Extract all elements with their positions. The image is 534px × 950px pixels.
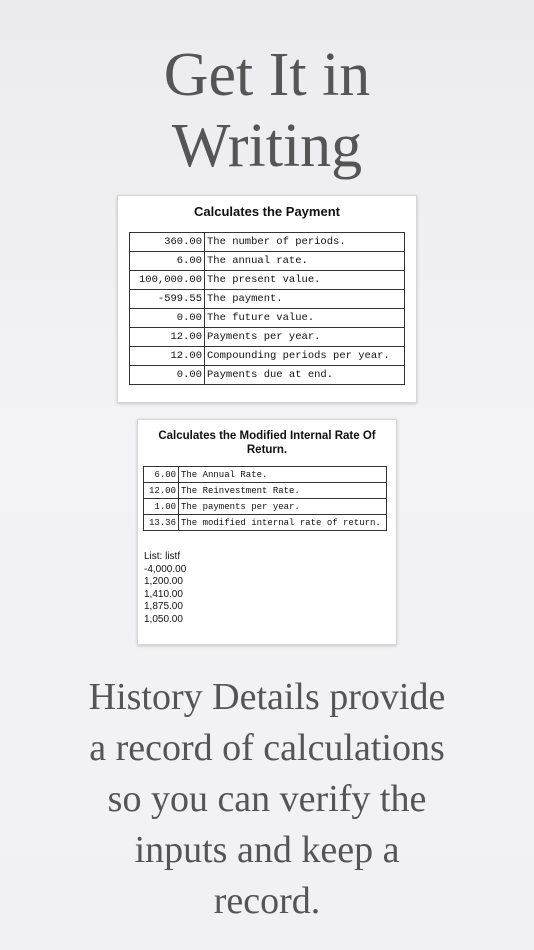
row-value: -599.55 [130,290,205,309]
row-value: 6.00 [130,252,205,271]
headline-line-1: Get It in [163,41,371,109]
table-row [144,515,387,531]
table-row [130,347,405,366]
row-label: The payment. [205,290,405,309]
row-label: The payments per year. [179,499,387,515]
row-label: Compounding periods per year. [205,347,405,366]
row-label: Payments per year. [205,328,405,347]
row-label: The future value. [205,309,405,328]
cash-flow-list [144,551,396,626]
row-value: 0.00 [130,309,205,328]
list-item: -4,000.00 [144,563,187,575]
list-item: 1,410.00 [144,588,183,600]
table-row [130,233,405,252]
table-row [144,467,387,483]
headline-line-2: Writing [171,112,363,180]
list-item: 1,200.00 [144,576,183,587]
table-row [130,252,405,271]
row-value: 360.00 [130,233,205,252]
caption-line-2: a record of calculations [89,727,445,769]
mirr-table [143,466,387,531]
mirr-history-card [137,419,397,645]
table-row [130,366,405,385]
row-value: 12.00 [130,347,205,366]
row-label: The present value. [205,271,405,290]
caption-line-1: History Details provide [88,676,446,718]
row-value: 100,000.00 [130,271,205,290]
row-value: 12.00 [130,328,205,347]
table-row [130,290,405,309]
caption-line-3: so you can verify the [107,778,427,820]
table-row [144,499,387,515]
row-value: 0.00 [130,366,205,385]
payment-card-title: Calculates the Payment [194,204,340,219]
list-item: 1,050.00 [144,613,183,625]
row-value: 1.00 [144,499,179,515]
table-row [130,328,405,347]
table-row [130,309,405,328]
caption-line-4: inputs and keep a [134,829,400,871]
row-label: The modified internal rate of return. [179,515,387,531]
table-row [130,271,405,290]
headline [0,40,534,182]
list-label: List: listf [144,551,181,562]
row-value: 12.00 [144,483,179,499]
caption-line-5: record. [213,880,321,922]
row-value: 6.00 [144,467,179,483]
caption [0,672,534,927]
list-item: 1,875.00 [144,601,183,612]
table-row [144,483,387,499]
row-value: 13.36 [144,515,179,531]
row-label: The Reinvestment Rate. [179,483,387,499]
row-label: The annual rate. [205,252,405,271]
payment-history-card [117,195,417,403]
payment-table [129,232,405,385]
row-label: Payments due at end. [205,366,405,385]
row-label: The Annual Rate. [179,467,387,483]
mirr-card-title: Calculates the Modified Internal Rate Of Return. [158,430,376,456]
row-label: The number of periods. [205,233,405,252]
